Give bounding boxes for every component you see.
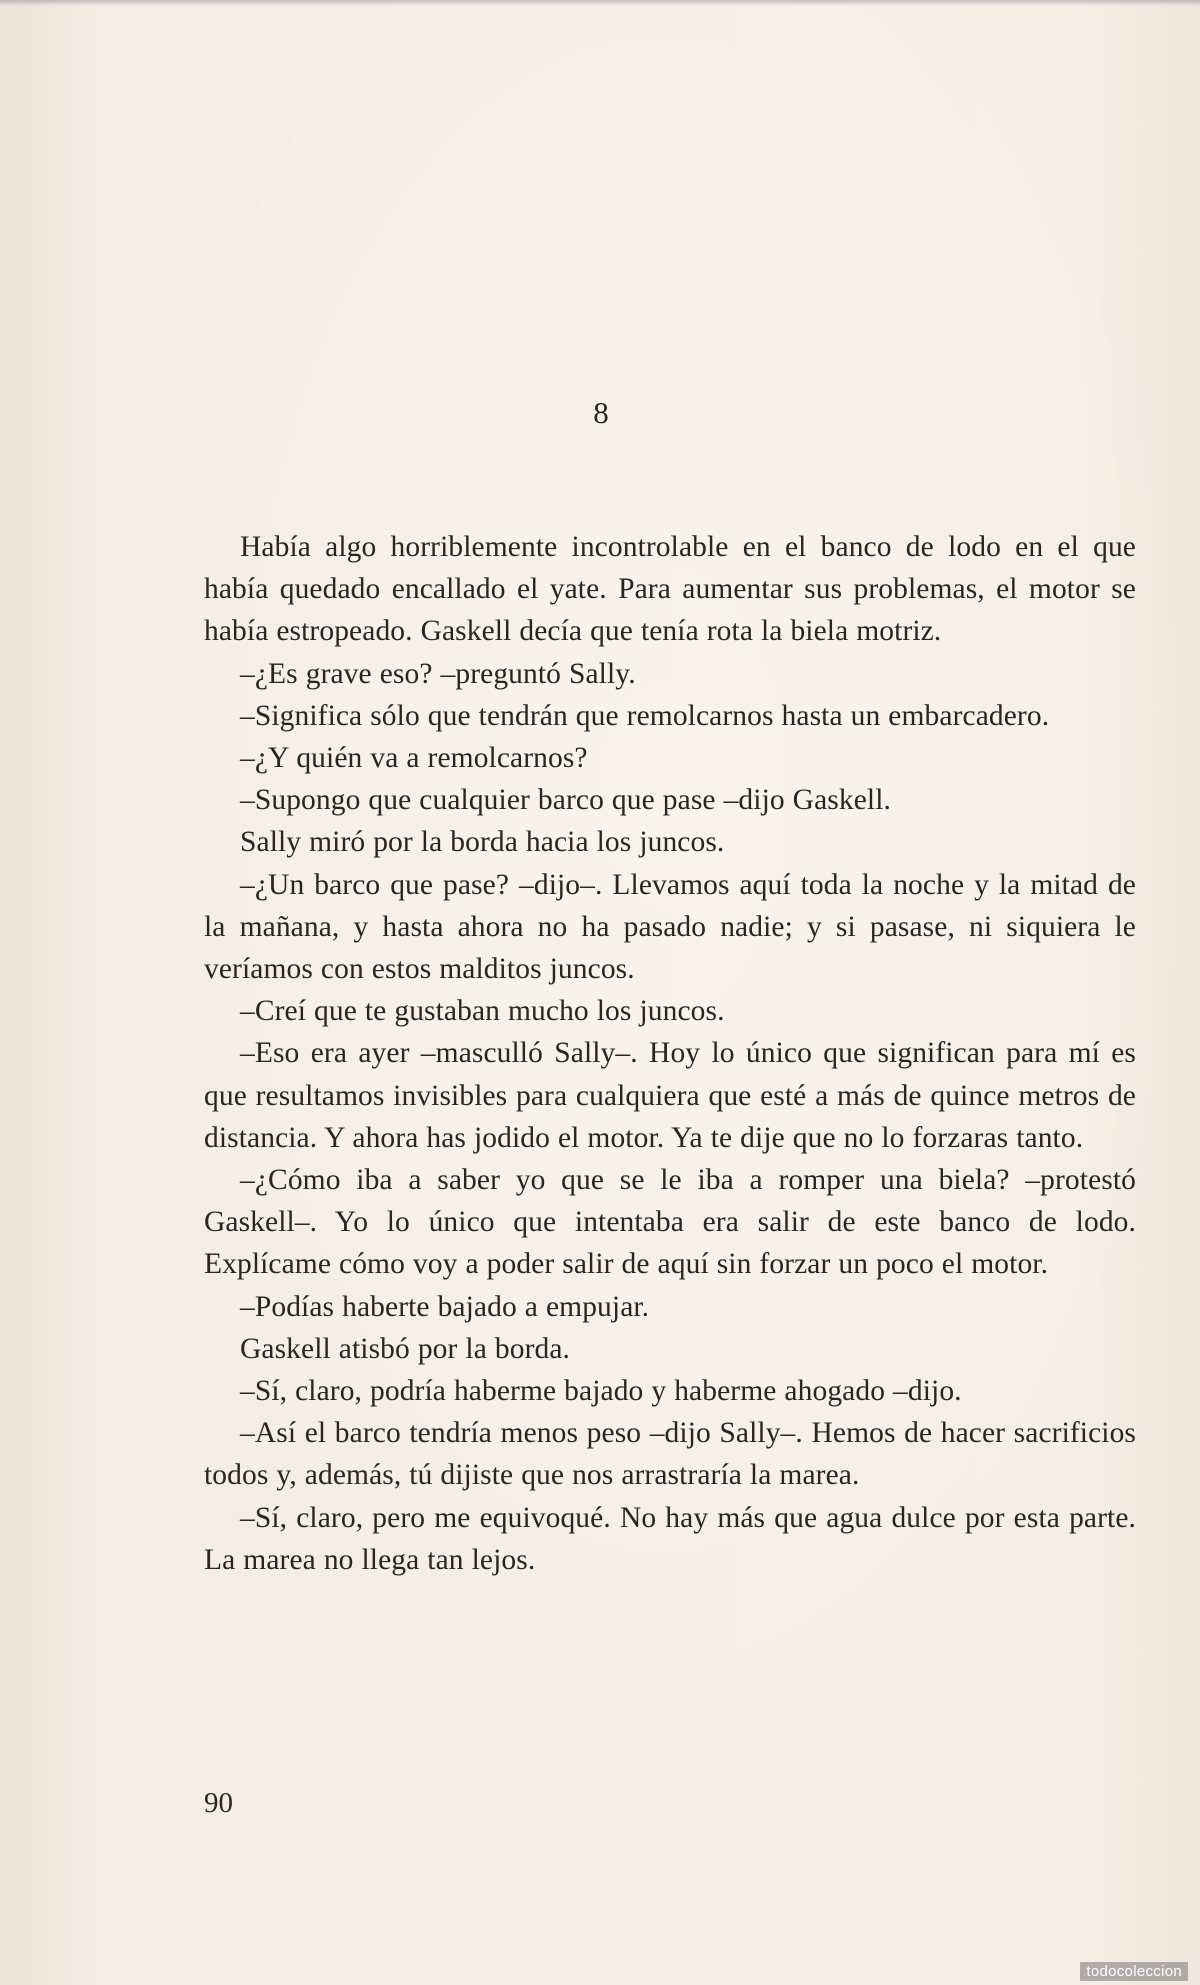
paragraph: –Creí que te gustaban mucho los juncos.	[240, 995, 725, 1028]
body-text	[204, 526, 1136, 1581]
paragraph: Había algo horriblemente incontrolable en el banco de lodo en el que había quedado encallado el yate. Para aumentar sus problemas, el motor se había estropeado. Gaskell decía que tenía rota la biela motriz.	[204, 531, 1136, 648]
paragraph: –Eso era ayer –masculló Sally–. Hoy lo único que significan para mí es que resultamos invisibles para cualquiera que esté a más de quince metros de distancia. Y ahora has jodido el motor. Ya te dije que no lo forzaras tanto.	[204, 1037, 1136, 1154]
page-top-edge	[0, 0, 1200, 6]
paragraph: –Significa sólo que tendrán que remolcarnos hasta un embarcadero.	[240, 699, 1050, 732]
chapter-number: 8	[593, 395, 609, 430]
paragraph: –Así el barco tendría menos peso –dijo Sally–. Hemos de hacer sacrificios todos y, además, tú dijiste que nos arrastraría la marea.	[204, 1417, 1136, 1492]
paragraph: –¿Es grave eso? –preguntó Sally.	[240, 657, 636, 690]
paragraph: –¿Un barco que pase? –dijo–. Llevamos aquí toda la noche y la mitad de la mañana, y hasta ahora no ha pasado nadie; y si pasase, ni siquiera le veríamos con estos malditos juncos.	[204, 868, 1136, 986]
paragraph: –Supongo que cualquier barco que pase –dijo Gaskell.	[240, 784, 891, 817]
paragraph: –¿Y quién va a remolcarnos?	[240, 742, 588, 775]
watermark-label: todocoleccion	[1080, 1962, 1188, 1981]
paragraph: Sally miró por la borda hacia los juncos.	[240, 826, 725, 859]
paragraph: –Podías haberte bajado a empujar.	[240, 1290, 650, 1323]
paragraph: –Sí, claro, pero me equivoqué. No hay más que agua dulce por esta parte. La marea no llega tan lejos.	[204, 1501, 1136, 1576]
paragraph: –Sí, claro, podría haberme bajado y haberme ahogado –dijo.	[240, 1375, 962, 1408]
page-number: 90	[204, 1787, 233, 1819]
paragraph: –¿Cómo iba a saber yo que se le iba a romper una biela? –protestó Gaskell–. Yo lo único que intentaba era salir de este banco de lodo. Explícame cómo voy a poder salir de aquí sin forzar un poco el motor.	[204, 1164, 1136, 1281]
paragraph: Gaskell atisbó por la borda.	[240, 1332, 571, 1365]
